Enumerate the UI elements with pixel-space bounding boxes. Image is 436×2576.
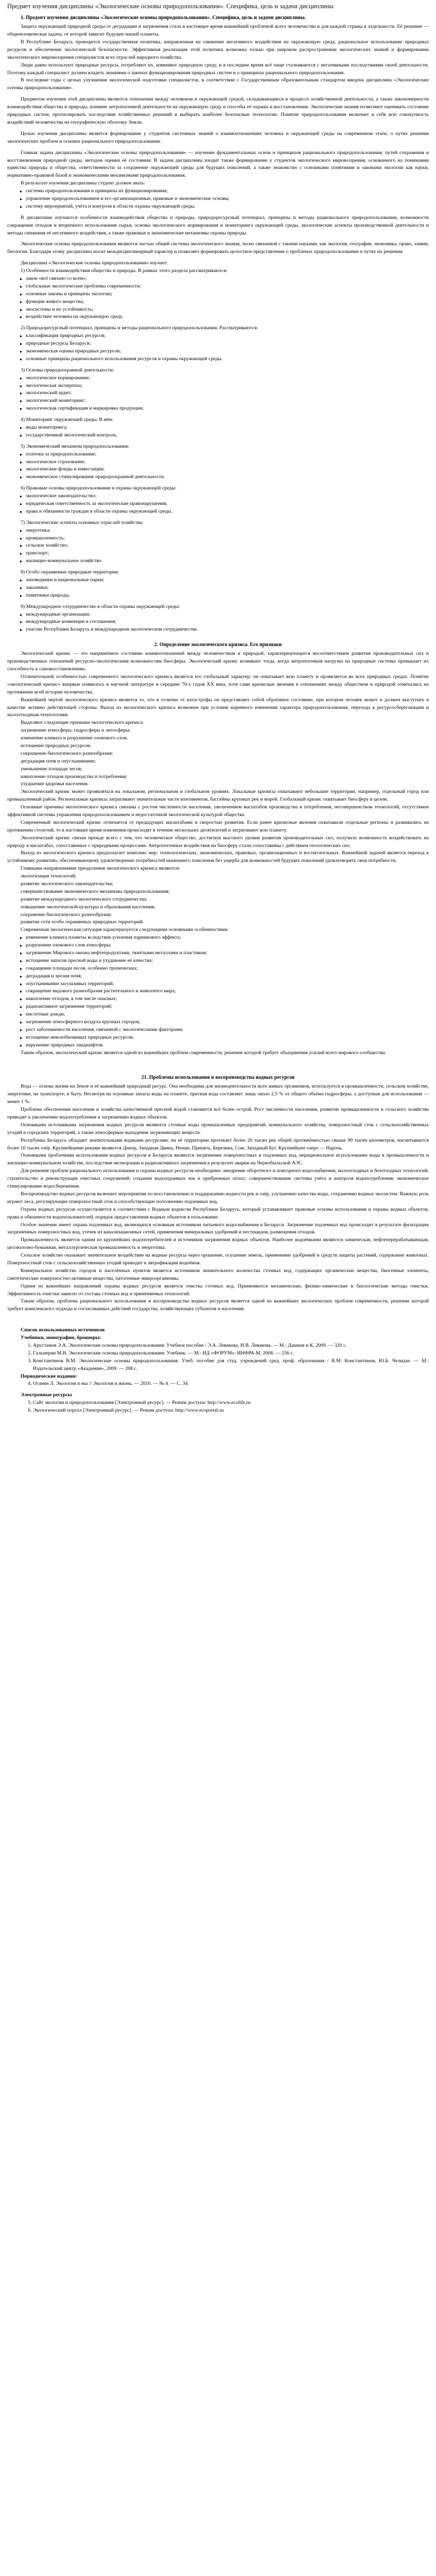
paragraph: Особое значение имеет охрана подземных вод, являющихся основным источником питьевого водоснабжения в Беларуси. Загрязнение подземных вод происходит в результате фильтрации загрязнённых поверхностных вод, утечек из канализационных сетей, применения минеральных удобрений и пестицидов, размещения отходов. [7,1222,429,1235]
reference-link[interactable]: 6. Экологический портал [Электронный ресурс]. — Режим доступа: http://www.ecoportal.su [33,1407,429,1415]
bullet-icon: ● [20,593,22,598]
structure-items [7,493,429,516]
list-item: уменьшение площади лесов; [21,766,82,772]
bullet-icon: ● [20,433,22,438]
paragraph: Предметом изучения этой дисциплины являются отношения между человеком и окружающей средой, складывающиеся в процессе хозяйственной деятельности, а также закономерности взаимодействия общества и природы, влияние антропогенной деятельности на окружающую среду и способы её охраны и восстановления. Экологические знания позволяют оценивать состояние природных систем, прогнозировать последствия хозяйственных решений и выбирать наиболее безопасные технологии. Понятие природопользования включает в себя всю совокупность воздействий человечества на географическую оболочку Земли. [7,96,429,125]
paragraph: Основными источниками загрязнения водных ресурсов являются сточные воды промышленных предприятий, коммунального хозяйства, поверхностный сток с сельскохозяйственных угодий и городских территорий, а также атмосферные выпадения загрязняющих веществ. [7,1122,429,1136]
paragraph: Вода — основа жизни на Земле и её важнейший природный ресурс. Она необходима для жизнедеятельности всех живых организмов, используется в промышленности, сельском хозяйстве, энергетике, на транспорте, в быту. Несмотря на огромные запасы воды на планете, пресная вода составляет лишь около 2,5 % от общего объёма гидросферы, а доступная для использования — менее 1 %. [7,1083,429,1105]
structure-head: 7) Экологические аспекты основных отраслей хозяйства: [21,519,144,526]
reference-item: 1. Арустамов Э.А. Экологические основы природопользования: Учебное пособие / Э.А. Левакова, Н.В. Левакова. — М.: Дашков и К, 2009. — 320 с. [33,1342,429,1350]
list-item: развитие международного экологического сотрудничества; [21,896,148,902]
list-item: ● воздействие человека на окружающую среду. [20,313,429,321]
bullet-icon: ● [20,1020,22,1025]
structure-items [7,527,429,565]
paragraph: Важнейшей чертой экологического кризиса является то, что в отличие от катастрофы он представляет собой обратимое состояние, при котором человек может и должен выступать в качестве активно действующей стороны. Выход из экологического кризиса возможен при условии коренного изменения характера природопользования, перехода к ресурсосберегающим и малоотходным технологиям. [7,697,429,718]
section-1-heading: 1. Предмет изучения дисциплины «Экологические основы природопользования». Специфика, цель и задачи дисциплины. [21,15,306,21]
structure-items [7,424,429,439]
paragraph: Целью изучения дисциплины является формирование у студентов системных знаний о взаимоотношениях человека и окружающей среды на современном этапе, о путях решения экологических проблем и основах рационального природопользования. [7,130,429,144]
list-item: ● сельское хозяйство; [20,542,429,550]
bullet-icon: ● [20,376,22,381]
bullet-icon: ● [20,943,22,948]
list-item: ● экосистемы и их устойчивость; [20,306,429,314]
list-item: ● загрязнение Мирового океана нефтепродуктами, тяжёлыми металлами и пластиком; [20,950,429,957]
paragraph: Сельское хозяйство оказывает значительное воздействие на водные ресурсы через орошение, осушение земель, применение удобрений и средств защиты растений, содержание животных. Поверхностный сток с сельскохозяйственных угодий приводит к эвтрофикации водоёмов. [7,1252,429,1266]
list-item: ● рост заболеваемости населения, связанной с экологическими факторами; [20,1026,429,1034]
bullet-icon: ● [20,349,22,354]
bullet-icon: ● [20,315,22,320]
list-item: экологизация технологий; [21,873,77,879]
references-periodicals-subtitle: Периодические издания: [21,1373,77,1379]
bullet-icon: ● [20,196,22,201]
structure-head: 5) Экономический механизм природопользования: [21,443,130,449]
paragraph: Республика Беларусь обладает значительными водными ресурсами: на её территории протекает более 20 тысяч рек общей протяжённостью свыше 90 тысяч километров, насчитывается более 10 тысяч озёр. Крупнейшими реками являются Днепр, Западная Двина, Неман, Припять, Березина, Сож, Западный Буг. Крупнейшее озеро — Нарочь. [7,1137,429,1151]
paragraph: Промышленность является одним из крупнейших водопотребителей и источников загрязнения водных объектов. Наиболее водоёмкими являются химическая, нефтеперерабатывающая, целлюлозно-бумажная, металлургическая промышленность и энергетика. [7,1237,429,1251]
list-item: ● экологическое нормирование; [20,375,429,382]
reference-item: 4. Оганян Л. Экология и мы // Экология и жизнь. — 2010. — № 4. — С. 34. [33,1380,429,1388]
structure-items [7,332,429,363]
bullet-icon: ● [20,1043,22,1048]
references-subtitle: Учебники, монографии, брошюры: [21,1335,101,1341]
paragraph: В Республике Беларусь проводится государственная политика, направленная на снижение негативного воздействия на окружающую среду, рациональное использование природных ресурсов и обеспечение экологической безопасности. Эффективная реализация этой политики возможна только при широком распространении экологических знаний и формировании экологического мировоззрения специалистов всех отраслей народного хозяйства. [7,39,429,60]
bullet-icon: ● [20,342,22,347]
list-item: ● природные ресурсы Беларуси; [20,340,429,348]
list-item: ● памятники природы. [20,592,429,600]
paragraph: Для решения проблем рационального использования и охраны водных ресурсов необходимо: внедрение оборотного и повторного водоснабжения, малоотходных и безотходных технологий; строительство и реконструкция очистных сооружений; создание водоохранных зон и прибрежных полос; совершенствование системы учёта и контроля водопотребления; экономическое стимулирование водосбережения. [7,1168,429,1190]
list-item: ● экологическая сертификация и маркировка продукции. [20,405,429,413]
bullet-icon: ● [20,997,22,1002]
list-item: ● виды мониторинга; [20,424,429,432]
section-3-heading: 21. Проблемы использования и воспроизводства водных ресурсов [141,1075,295,1081]
bullet-icon: ● [20,399,22,404]
list-item: ● сокращение площади лесов, особенно тропических; [20,965,429,973]
paragraph: Коммунальное хозяйство городов и населённых пунктов является источником значительного количества сточных вод, содержащих органические вещества, биогенные элементы, синтетические поверхностно-активные вещества, патогенные микроорганизмы. [7,1267,429,1281]
bullet-icon: ● [20,544,22,549]
bullet-icon: ● [20,1035,22,1040]
list-item: развитие сети особо охраняемых природных территорий. [21,919,144,925]
list-item: ● загрязнение атмосферного воздуха крупных городов; [20,1019,429,1026]
list-item: ● экономическая оценка природных ресурсов; [20,348,429,355]
list-item: ● экологический мониторинг; [20,397,429,405]
bullet-icon: ● [20,284,22,289]
bullet-icon: ● [20,612,22,617]
list-item: ● радиоактивное загрязнение территорий; [20,1003,429,1011]
bullet-icon: ● [20,628,22,633]
list-item: ● экологическое страхование; [20,459,429,466]
bullet-icon: ● [20,951,22,956]
list-item: ● жилищно-коммунальное хозяйство. [20,557,429,565]
paragraph: Таким образом, экологический кризис является одной из важнейших проблем современности, решение которой требует объединения усилий всего мирового сообщества. [21,1049,387,1056]
bullet-icon: ● [20,426,22,430]
list-item: ● заповедники и национальные парки; [20,577,429,584]
list-item: ● накопление отходов, в том числе опасных; [20,995,429,1003]
tasks-lead: В результате изучения дисциплины студент должен знать: [21,180,146,187]
bullet-icon: ● [20,559,22,564]
structure-items [7,375,429,413]
list-item: ● государственный экологический контроль. [20,432,429,439]
list-item: ● кислотные дожди; [20,1011,429,1019]
list-item: ● сокращение видового разнообразия растительного и животного мира; [20,988,429,995]
list-item: ● заказники; [20,584,429,592]
list-item: ● нарушение природных ландшафтов. [20,1042,429,1049]
paragraph: Главными направлениями преодоления экологического кризиса являются: [21,866,180,872]
list-item: ● деградация и эрозия почв; [20,973,429,980]
list-item: совершенствование экономического механизма природопользования; [21,888,170,894]
paragraph: Проблема обеспечения населения и хозяйства качественной пресной водой становится всё более острой. Рост численности населения, развитие промышленности и сельского хозяйства приводят к увеличению водопотребления и загрязнению водных объектов. [7,1107,429,1121]
structure-head: 3) Основы природоохранной деятельности: [21,367,114,373]
list-item: ● функции живого вещества; [20,298,429,306]
structure-head: 2) Природоресурсный потенциал, принципы и методы рационального природопользования. Рассматриваются: [21,325,258,331]
list-item: ● экологическое законодательство; [20,493,429,500]
list-item: ● экологические фонды и инвестиции; [20,466,429,473]
list-item: ● истощение невозобновимых природных ресурсов; [20,1034,429,1042]
paragraph: Отличительной особенностью современного экологического кризиса является его глобальный характер: он охватывает всю планету и проявляется во всех природных средах. Понятие «экологический кризис» впервые появилось в научной литературе в середине 70-х годов XX века, хотя сами кризисные явления в отношениях между обществом и природой отмечались на протяжении всей истории человечества. [7,673,429,695]
section-2-heading: 2. Определение экологического кризиса. Его признаки [154,642,282,648]
paragraph: Таким образом, проблема рационального использования и воспроизводства водных ресурсов является одной из важнейших экологических проблем современности, решение которой требует комплексного подхода и согласованных действий государства, хозяйствующих субъектов и населения. [7,1298,429,1312]
bullet-icon: ● [20,536,22,541]
structure-lead: Дисциплина «Экологические основы природопользования» изучает: [21,260,168,266]
list-item: ● платежи за природопользование; [20,451,429,459]
paragraph: В дисциплине изучаются особенности взаимодействия общества и природы, природоресурсный потенциал, принципы и методы рационального природопользования, возможности сокращения отходов и вторичного использования сырья, основы экологического нормирования и мониторинга окружающей среды, экологические аспекты производственной деятельности и методы снижения её негативного воздействия, а также правовые и экономические механизмы охраны природы. [7,214,429,236]
paragraph: Современный экологический кризис отличается от предыдущих масштабами и скоростью развития. Если ранее кризисные явления охватывали отдельные регионы и развивались на протяжении столетий, то в настоящее время изменения происходят в течение нескольких десятилетий и затрагивают всю планету. [7,819,429,833]
bullet-icon: ● [20,307,22,312]
list-item: ● транспорт; [20,550,429,557]
list-item: ● закон «всё связано со всем»; [20,275,429,283]
list-item: сохранение биологического разнообразия; [21,911,112,918]
list-item: ● экологический аудит; [20,389,429,397]
references-list [7,1342,429,1373]
bullet-icon: ● [20,1005,22,1010]
list-item: загрязнение атмосферы, гидросферы и литосферы; [21,727,131,734]
paragraph: Воспроизводство водных ресурсов включает мероприятия по восстановлению и поддержанию водности рек и озёр, улучшению качества воды, сохранению водных экосистем. Важную роль играют леса, регулирующие поверхностный сток и способствующие пополнению подземных вод. [7,1191,429,1205]
structure-items [7,577,429,600]
s1-intro [7,23,429,92]
paragraph: Выход из экологического кризиса предполагает комплекс мер: технологических, экономических, правовых, организационных и воспитательных. Важнейшей задачей является переход к устойчивому развитию, обеспечивающему удовлетворение потребностей нынешнего поколения без ущерба для возможностей будущих поколений удовлетворять свои потребности. [7,850,429,864]
paragraph: Люди давно используют природные ресурсы, потребляют их, изменяют природную среду, и в последнее время всё чаще сталкиваются с негативными последствиями своей деятельности. Поэтому каждый специалист должен владеть знаниями о законах функционирования природных систем и о принципах рационального природопользования. [7,62,429,76]
list-item: истощение природных ресурсов; [21,742,91,749]
references-periodicals-list [7,1380,429,1388]
list-item: повышение экологической культуры и образования населения; [21,904,155,910]
bullet-icon: ● [20,357,22,362]
list-item: ● изменение климата планеты вследствие усиления парникового эффекта; [20,934,429,942]
list-item: ● основные принципы рационального использования ресурсов и охраны окружающей среды. [20,355,429,363]
paragraph: Экологический кризис — это напряжённое состояние взаимоотношений между человечеством и природой, характеризующееся несоответствием развития производительных сил и производственных отношений ресурсно-экологическим возможностям биосферы. Экологический кризис возникает тогда, когда антропогенная нагрузка на природные системы превышает их способность к самовосстановлению. [7,651,429,672]
reference-link[interactable]: 5. Сайт экологии и природопользования [Электронный ресурс]. — Режим доступа: http://www.ecolife.ru [33,1399,429,1407]
list-item: ● систему мероприятий, учёта и контроля в области охраны окружающей среды. [20,203,429,211]
references-electronic-list [7,1399,429,1415]
bullet-icon: ● [20,585,22,590]
bullet-icon: ● [20,334,22,339]
paragraph: Основными проблемами использования водных ресурсов в Беларуси являются загрязнение поверхностных и подземных вод, нерациональное использование воды в промышленности и жилищно-коммунальном хозяйстве, последствия мелиорации и радиоактивного загрязнения в результате аварии на Чернобыльской АЭС. [7,1153,429,1166]
list-item: накопление отходов производства и потребления; [21,773,127,779]
bullet-icon: ● [20,551,22,556]
document-title: Предмет изучения дисциплины «Экологические основы природопользования». Специфика, цель и задачи дисциплины [7,3,334,10]
paragraph: Главная задача дисциплины «Экологические основы природопользования» — изучение фундаментальных основ и принципов рационального природопользования, путей сохранения и восстановления природной среды, методов оценки её состояния. В задачи дисциплины входит также формирование у студентов экологического мировоззрения, основанного на понимании единства природы и общества, ответственности за сохранение окружающей среды для будущих поколений, а также знакомство с основными понятиями и законами экологии как науки, нормативно-правовой базой и экономическими механизмами природопользования. [7,149,429,179]
bullet-icon: ● [20,452,22,457]
structure-items [7,275,429,321]
paragraph: Защита окружающей природной среды от деградации и загрязнения стала в настоящее время важнейшей проблемой всего человечества и для каждой страны в отдельности. Её решение — общечеловеческая задача, от которой зависит будущее нашей планеты. [7,24,429,38]
structure-head: 6) Правовые основы природопользования и охраны окружающей среды: [21,485,177,492]
list-item: ухудшение здоровья населения. [21,781,89,787]
structure-head: 8) Особо охраняемые природные территории: [21,569,119,575]
structure-head: 4) Мониторинг окружающей среды. В нём: [21,417,114,423]
s1-subject [7,96,429,180]
bullet-icon: ● [20,467,22,472]
bullet-icon: ● [20,989,22,994]
list-item: ● истощение запасов пресной воды и ухудшение её качества; [20,957,429,965]
current-situation-list [7,934,429,1049]
structure-head: 1) Особенности взаимодействия общества и природы. В рамках этого раздела рассматриваются: [21,268,228,274]
paragraph: В последние годы с целью улучшения экологической подготовки специалистов, в соответствии с Государственным образовательным стандартом введена дисциплина «Экологические основы природопользования». [7,77,429,91]
bullet-icon: ● [20,460,22,465]
paragraph: Экологический кризис может проявляться на локальном, региональном и глобальном уровнях. Локальные кризисы охватывают небольшие территории, например, отдельный город или промышленный район. Региональные кризисы затрагивают значительные части континентов, бассейны крупных рек и морей. Глобальный кризис охватывает биосферу в целом. [7,789,429,803]
list-item: ● участие Республики Беларусь в международном экологическом сотрудничестве. [20,626,429,634]
list-item: ● глобальные экологические проблемы современности; [20,283,429,291]
bullet-icon: ● [20,276,22,281]
tasks-list [7,188,429,211]
bullet-icon: ● [20,620,22,625]
bullet-icon: ● [20,292,22,297]
list-item: ● права и обязанности граждан в области охраны окружающей среды. [20,508,429,516]
bullet-icon: ● [20,1027,22,1032]
list-item: развитие экологического законодательства; [21,880,114,887]
list-item: ● классификация природных ресурсов; [20,332,429,340]
paragraph: Выделяют следующие признаки экологического кризиса: [21,720,144,726]
list-item: деградация почв и опустынивание; [21,758,96,764]
bullet-icon: ● [20,204,22,209]
structure-items [7,451,429,482]
crisis-directions-list [7,873,429,926]
bullet-icon: ● [20,936,22,941]
paragraph: Охрана водных ресурсов осуществляется в соответствии с Водным кодексом Республики Беларусь, который устанавливает правовые основы использования и охраны водных объектов, права и обязанности водопользователей, порядок предоставления водных объектов в пользование. [7,1206,429,1220]
bullet-icon: ● [20,299,22,304]
references-electronic-subtitle: Электронные ресурсы [21,1392,72,1398]
bullet-icon: ● [20,475,22,480]
list-item: ● системы природопользования и принципы их функционирования; [20,188,429,195]
structure-list [7,267,429,634]
structure-items [7,611,429,634]
reference-item: 2. Гальперин М.В. Экологические основы природопользования: Учебник. — М.: ИД «ФОРУМ»: ИНФРА-М, 2008. — 256 с. [33,1350,429,1358]
bullet-icon: ● [20,502,22,507]
bullet-icon: ● [20,528,22,533]
bullet-icon: ● [20,509,22,514]
references-title: Список использованных источников [21,1327,105,1333]
list-item: ● международные организации; [20,611,429,619]
paragraph: Одним из важнейших направлений охраны водных ресурсов является очистка сточных вод. Применяются механические, физико-химические и биологические методы очистки. Эффективность очистки зависит от состава сточных вод и применяемых технологий. [7,1283,429,1297]
bullet-icon: ● [20,578,22,583]
list-item: изменение климата и разрушение озонового слоя; [21,735,128,741]
list-item: ● юридическая ответственность за экологические правонарушения; [20,500,429,508]
list-item: ● экономическое стимулирование природоохранной деятельности. [20,473,429,481]
list-item: ● международные конвенции и соглашения; [20,618,429,626]
list-item: ● промышленность; [20,535,429,543]
list-item: ● разрушение озонового слоя атмосферы; [20,942,429,950]
list-item: сокращение биологического разнообразия; [21,750,113,756]
list-item: ● управление природопользованием и его организационные, правовые и экономические основы; [20,195,429,203]
list-item: ● основные законы и принципы экологии; [20,291,429,298]
bullet-icon: ● [20,981,22,987]
bullet-icon: ● [20,494,22,499]
list-item: ● экологическая экспертиза; [20,382,429,390]
paragraph: Экологический кризис связан прежде всего с тем, что человеческое общество, достигнув высокого уровня развития производительных сил, получило возможность воздействовать на природу в масштабах, сопоставимых с природными процессами. Антропогенные воздействия на биосферу стали сопоставимы с действием геологических сил. [7,835,429,849]
paragraph: Современная экологическая ситуация характеризуется следующими основными особенностями: [21,927,229,933]
bullet-icon: ● [20,383,22,388]
bullet-icon: ● [20,406,22,412]
bullet-icon: ● [20,958,22,963]
list-item: ● опустынивание засушливых территорий; [20,980,429,988]
paragraph: Основные причины экологического кризиса связаны с ростом численности населения, увеличением масштабов производства и потребления, несовершенством технологий, отсутствием эффективной системы управления природопользованием и недостаточной экологической культурой общества. [7,804,429,818]
bullet-icon: ● [20,391,22,396]
bullet-icon: ● [20,974,22,979]
crisis-signs-list [7,727,429,788]
structure-head: 9) Международное сотрудничество в области охраны окружающей среды: [21,603,180,609]
paragraph: Экологические основы природопользования являются частью общей системы экологического знания, тесно связанной с такими науками, как экология, география, экономика, право, химия, биология. Благодаря этому дисциплина носит междисциплинарный характер и позволяет формировать целостное представление о проблемах природопользования и путях их решения. [7,241,429,255]
bullet-icon: ● [20,1012,22,1018]
bullet-icon: ● [20,189,22,194]
list-item: ● энергетика; [20,527,429,535]
reference-item: 3. Константинов В.М. Экологические основы природопользования: Учеб. пособие для студ. учреждений сред. проф. образования / В.М. Константинов, Ю.Б. Челидзе. — М.: Издательский центр «Академия», 2009. — 208 с. [33,1358,429,1373]
bullet-icon: ● [20,966,22,971]
